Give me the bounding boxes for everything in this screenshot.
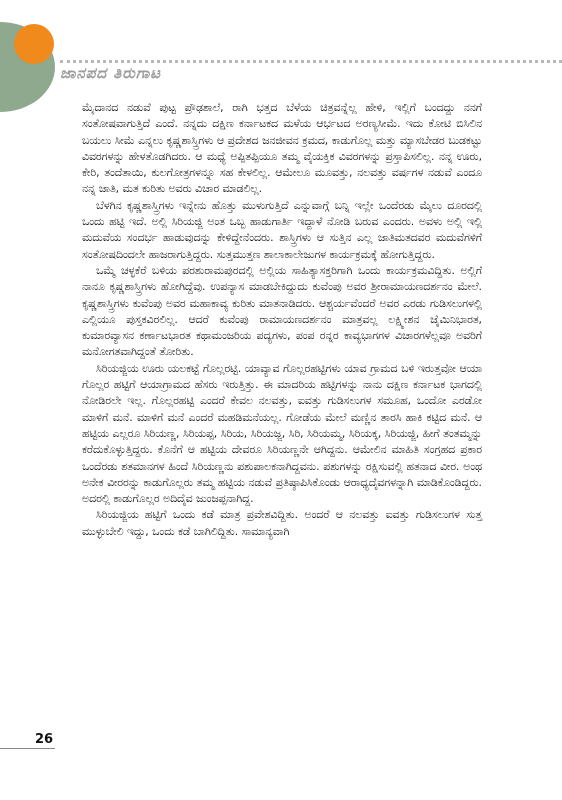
paragraph: ಬೆಳಗಿನ ಕೃಷ್ಣಶಾಸ್ತ್ರಿಗಳು ಇನ್ನೇನು ಹೊತ್ತು ಮುಳುಗುತ್ತಿದೆ ಎನ್ನುವಾಗ್ಗೆ ಬನ್ನಿ ಇಲ್ಲೇ ಒಂದೆರಡು ಮೈಲು ದೂರದಲ್ಲಿ ಒಂದು ಹಟ್ಟಿ ಇದೆ. ಅಲ್ಲಿ ಸಿರಿಯಜ್ಜಿ ಅಂತ ಒಬ್ಬ ಹಾಡುಗಾರ್ತಿ ಇದ್ದಾಳೆ ನೋಡಿ ಬರುವ ಎಂದರು. ಅವಳು ಅಲ್ಲಿ ಇಲ್ಲಿ ಮದುವೆಯ ಸಂದರ್ಭ ಹಾಡುವುದನ್ನು ಕೇಳಿದ್ದೇನೆಂದರು. ಶಾಸ್ತ್ರಿಗಳು ಆ ಸುತ್ತಿನ ಎಲ್ಲ ಜಾತಿಮತದವರ ಮದುವೆಗಳಿಗೆ ಸಂತೋಷದಿಂದಲೇ ಹಾಜರಾಗುತ್ತಿದ್ದರು. ಸುತ್ತಮುತ್ತಣ ಶಾಲಾಕಾಲೇಜುಗಳ ಕಾರ್ಯಕ್ರಮಕ್ಕೆ ಹೋಗುತ್ತಿದ್ದರು.: [82, 198, 482, 261]
paragraph: ಸಿರಿಯಜ್ಜಿಯ ಊರು ಯಲಕಟ್ಟೆ ಗೊಲ್ಲರಟ್ಟಿ. ಯಾವ್ಯಾವ ಗೊಲ್ಲರಹಟ್ಟಿಗಳು ಯಾವ ಗ್ರಾಮದ ಬಳಿ ಇರುತ್ತವೋ ಆಯಾ ಗೊಲ್ಲರ ಹಟ್ಟಿಗೆ ಆಯಾಗ್ರಾಮದ ಹೆಸರು ಇರುತ್ತಿತ್ತು. ಈ ಮಾದರಿಯ ಹಟ್ಟಿಗಳನ್ನು ನಾನು ದಕ್ಷಿಣ ಕರ್ನಾಟಕ ಭಾಗದಲ್ಲಿ ನೋಡಿರಲೇ ಇಲ್ಲ. ಗೊಲ್ಲರಹಟ್ಟಿ ಎಂದರೆ ಕೇವಲ ನಲವತ್ತು, ಐವತ್ತು ಗುಡಿಸಲುಗಳ ಸಮೂಹ, ಒಂದೋ ಎರಡೋ ಮಾಳಿಗೆ ಮನೆ. ಮಾಳಿಗೆ ಮನೆ ಎಂದರೆ ಮಹಡಿಮನೆಯಲ್ಲ. ಗೋಡೆಯ ಮೇಲೆ ಮಣ್ಣಿನ ತಾರಸಿ ಹಾಕಿ ಕಟ್ಟಿದ ಮನೆ. ಆ ಹಟ್ಟಿಯ ಎಲ್ಲರೂ ಸಿರಿಯಣ್ಣ, ಸಿರಿಯಪ್ಪ, ಸಿರಿಯ, ಸಿರಿಯಜ್ಜ, ಸಿರಿ, ಸಿರಿಯಮ್ಮ, ಸಿರಿಯಕ್ಕ, ಸಿರಿಯಜ್ಜಿ, ಹೀಗೆ ತಂತಮ್ಮನ್ನು ಕರೆದುಕೊಳ್ಳುತ್ತಿದ್ದರು. ಕೊನೆಗೆ ಆ ಹಟ್ಟಿಯ ದೇವರೂ ಸಿರಿಯಣ್ಣನೇ ಆಗಿದ್ದನು. ಆಮೇಲಿನ ಮಾಹಿತಿ ಸಂಗ್ರಹದ ಪ್ರಕಾರ ಒಂದೆರಡು ಶತಮಾನಗಳ ಹಿಂದೆ ಸಿರಿಯಣ್ಣನು ಪಶುಪಾಲಕನಾಗಿದ್ದವನು. ಪಶುಗಳನ್ನು ರಕ್ಷಿಸುವಲ್ಲಿ ಹತನಾದ ವೀರ. ಅಂಥ ಅನೇಕ ವೀರರನ್ನು ಕಾಡುಗೊಲ್ಲರು ತಮ್ಮ ಹಟ್ಟಿಯ ನಡುವೆ ಪ್ರತಿಷ್ಠಾಪಿಸಿಕೊಂಡು ಆರಾಧ್ಯದೈವಗಳನ್ನಾಗಿ ಮಾಡಿಕೊಂಡಿದ್ದರು. ಅದರಲ್ಲಿ ಕಾಡುಗೊಲ್ಲರ ಅದಿದೈವ ಜುಂಜಪ್ಪನಾಗಿದ್ದ.: [82, 361, 482, 506]
header-dotted-divider: [60, 60, 562, 63]
body-text: [82, 100, 482, 540]
paragraph: ಒಮ್ಮೆ ಚಳ್ಳಕೆರೆ ಬಳಿಯ ಪರಶುರಾಮಪುರದಲ್ಲಿ ಅಲ್ಲಿಯ ಸಾಹಿತ್ಯಾಸಕ್ತರಿಗಾಗಿ ಒಂದು ಕಾರ್ಯಕ್ರಮವಿದ್ದಿತು. ಅಲ್ಲಿಗೆ ನಾನೂ ಕೃಷ್ಣಶಾಸ್ತ್ರಿಗಳು ಹೋಗಿದ್ದೆವು. ಉಪನ್ಯಾಸ ಮಾಡಬೇಕಿದ್ದುದು ಕುವೆಂಪು ಅವರ ಶ್ರೀರಾಮಾಯಣದರ್ಶನಂ ಮೇಲೆ. ಕೃಷ್ಣಶಾಸ್ತ್ರಿಗಳು ಕುವೆಂಪು ಅವರ ಮಹಾಕಾವ್ಯ ಕುರಿತು ಮಾತನಾಡಿದರು. ಆಶ್ಚರ್ಯವೆಂದರೆ ಅವರ ಎರಡು ಗುಡಿಸಲುಗಳಲ್ಲಿ ಎಲ್ಲಿಯೂ ಪುಸ್ತಕವಿರಲಿಲ್ಲ. ಆದರೆ ಕುವೆಂಪು ರಾಮಾಯಣದರ್ಶನಂ ಮಾತ್ರವಲ್ಲ ಲಕ್ಷ್ಮೀಶನ ಜೈಮಿನಿಭಾರತ, ಕುಮಾರವ್ಯಾಸನ ಕರ್ಣಾಟಭಾರತ ಕಥಾಮಂಜರಿಯ ಪದ್ಯಗಳು, ಪಂಪ ರನ್ನರ ಕಾವ್ಯಭಾಗಗಳ ವಿಚಾರಗಳೆಲ್ಲವೂ ಅವರಿಗೆ ಮನೋಗತವಾಗಿದ್ದಂತೆ ತೋರಿತು.: [82, 263, 482, 359]
paragraph: ಮೈದಾನದ ನಡುವೆ ಪುಟ್ಟ ಪ್ರೌಢಶಾಲೆ, ರಾಗಿ ಭತ್ತದ ಬೆಳೆಯ ಚಿತ್ರವನ್ನೆಲ್ಲ ಹೇಳಿ, ಇಲ್ಲಿಗೆ ಬಂದದ್ದು ನನಗೆ ಸಂತೋಷವಾಗುತ್ತಿದೆ ಎಂದೆ. ನನ್ನದು ದಕ್ಷಿಣ ಕರ್ನಾಟಕದ ಮಳೆಯ ಆರ್ಭಟದ ಅರಣ್ಯಸೀಮೆ. ಇದು ಕೋಟಿ ಬಿಸಿಲಿನ ಬಯಲು ಸೀಮೆ ಎನ್ನಲು ಕೃಷ್ಣಶಾಸ್ತ್ರಿಗಳು ಆ ಪ್ರದೇಶದ ಜನಜೀವನ ಕ್ರಮದ, ಕಾಡುಗೊಲ್ಲ ಮತ್ತು ಮ್ಯಾಸಬೇಡರ ಬುಡಕಟ್ಟು ವಿವರಗಳನ್ನು ಹೇಳತೊಡಗಿದರು. ಆ ಮಧ್ಯೆ ಅಪ್ಪಿತಪ್ಪಿಯೂ ತಮ್ಮ ವೈಯಕ್ತಿಕ ವಿವರಗಳನ್ನು ಪ್ರಸ್ತಾಪಿಸಲಿಲ್ಲ. ನನ್ನ ಊರು, ಕೇರಿ, ತಂದೆತಾಯಿ, ಕುಲಗೋತ್ರಗಳನ್ನೂ ಸಹ ಕೇಳಲಿಲ್ಲ. ಆಮೇಲೂ ಮೂವತ್ತು, ನಲವತ್ತು ವರ್ಷಗಳ ನಡುವೆ ಎಂದೂ ನನ್ನ ಜಾತಿ, ಮತ ಕುರಿತು ಅವರು ವಿಚಾರ ಮಾಡಲಿಲ್ಲ.: [82, 101, 482, 196]
paragraph: ಸಿರಿಯಜ್ಜಿಯ ಹಟ್ಟಿಗೆ ಒಂದು ಕಡೆ ಮಾತ್ರ ಪ್ರವೇಶವಿದ್ದಿತು. ಅಂದರೆ ಆ ನಲವತ್ತು ಐವತ್ತು ಗುಡಿಸಲುಗಳ ಸುತ್ತ ಮುಳ್ಳುಬೇಲಿ ಇದ್ದು, ಒಂದು ಕಡೆ ಬಾಗಿಲಿದ್ದಿತು. ಸಾಮಾನ್ಯವಾಗಿ: [82, 508, 482, 538]
footer-divider: [0, 748, 55, 749]
decorative-orange-circle: [14, 24, 54, 64]
page-number: 26: [35, 732, 54, 747]
running-header-title: ಜಾನಪದ ತಿರುಗಾಟ: [60, 64, 162, 82]
